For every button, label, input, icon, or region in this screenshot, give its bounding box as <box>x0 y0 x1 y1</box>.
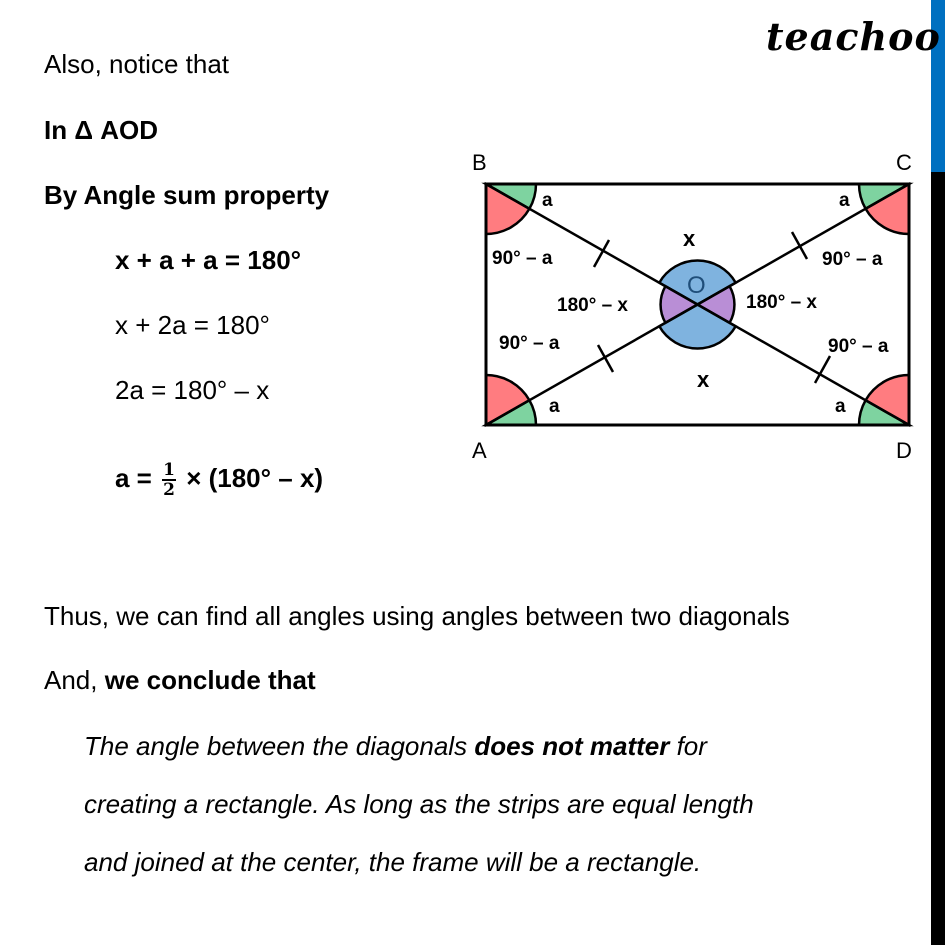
equation-4-suffix: × (180° – x) <box>186 462 324 493</box>
conclude-bold: we conclude that <box>104 665 316 695</box>
label-right-180-minus-x: 180° – x <box>746 292 817 313</box>
equation-4-prefix: a = <box>115 462 152 493</box>
triangle-heading: In Δ AOD <box>44 115 159 145</box>
tick-oc <box>792 232 807 259</box>
label-a-90-minus-a: 90° – a <box>499 333 560 354</box>
equation-3: 2a = 180° – x <box>115 375 270 405</box>
vertex-o-label: O <box>687 272 706 299</box>
label-b-a: a <box>542 190 553 211</box>
label-d-a: a <box>835 396 846 417</box>
conclusion-emphasis: does not matter <box>474 731 670 761</box>
property-heading: By Angle sum property <box>44 180 330 210</box>
label-left-180-minus-x: 180° – x <box>557 295 628 316</box>
label-c-a: a <box>839 190 850 211</box>
label-c-90-minus-a: 90° – a <box>822 249 883 270</box>
thus-text: Thus, we can find all angles using angles between two diagonals <box>44 601 790 631</box>
vertex-d-label: D <box>896 438 912 463</box>
label-a-a: a <box>549 396 560 417</box>
conclusion-1c: for <box>676 731 707 761</box>
fraction-numerator: 1 <box>163 460 175 480</box>
equation-2: x + 2a = 180° <box>115 310 270 340</box>
vertex-a-label: A <box>472 438 487 463</box>
conclusion-line-2: creating a rectangle. As long as the strips are equal length <box>84 789 754 819</box>
label-bottom-x: x <box>697 367 710 392</box>
label-top-x: x <box>683 226 696 251</box>
label-d-90-minus-a: 90° – a <box>828 336 889 357</box>
equation-1: x + a + a = 180° <box>115 245 302 275</box>
label-b-90-minus-a: 90° – a <box>492 248 553 269</box>
conclusion-1a: The angle between the diagonals <box>84 731 468 761</box>
intro-text: Also, notice that <box>44 49 229 79</box>
conclusion-line-3: and joined at the center, the frame will be a rectangle. <box>84 847 702 877</box>
vertex-b-label: B <box>472 150 487 175</box>
fraction-denominator: 2 <box>163 480 175 500</box>
and-prefix: And, <box>44 665 98 695</box>
vertex-c-label: C <box>896 150 912 175</box>
teachoo-logo: teachoo <box>766 14 941 59</box>
